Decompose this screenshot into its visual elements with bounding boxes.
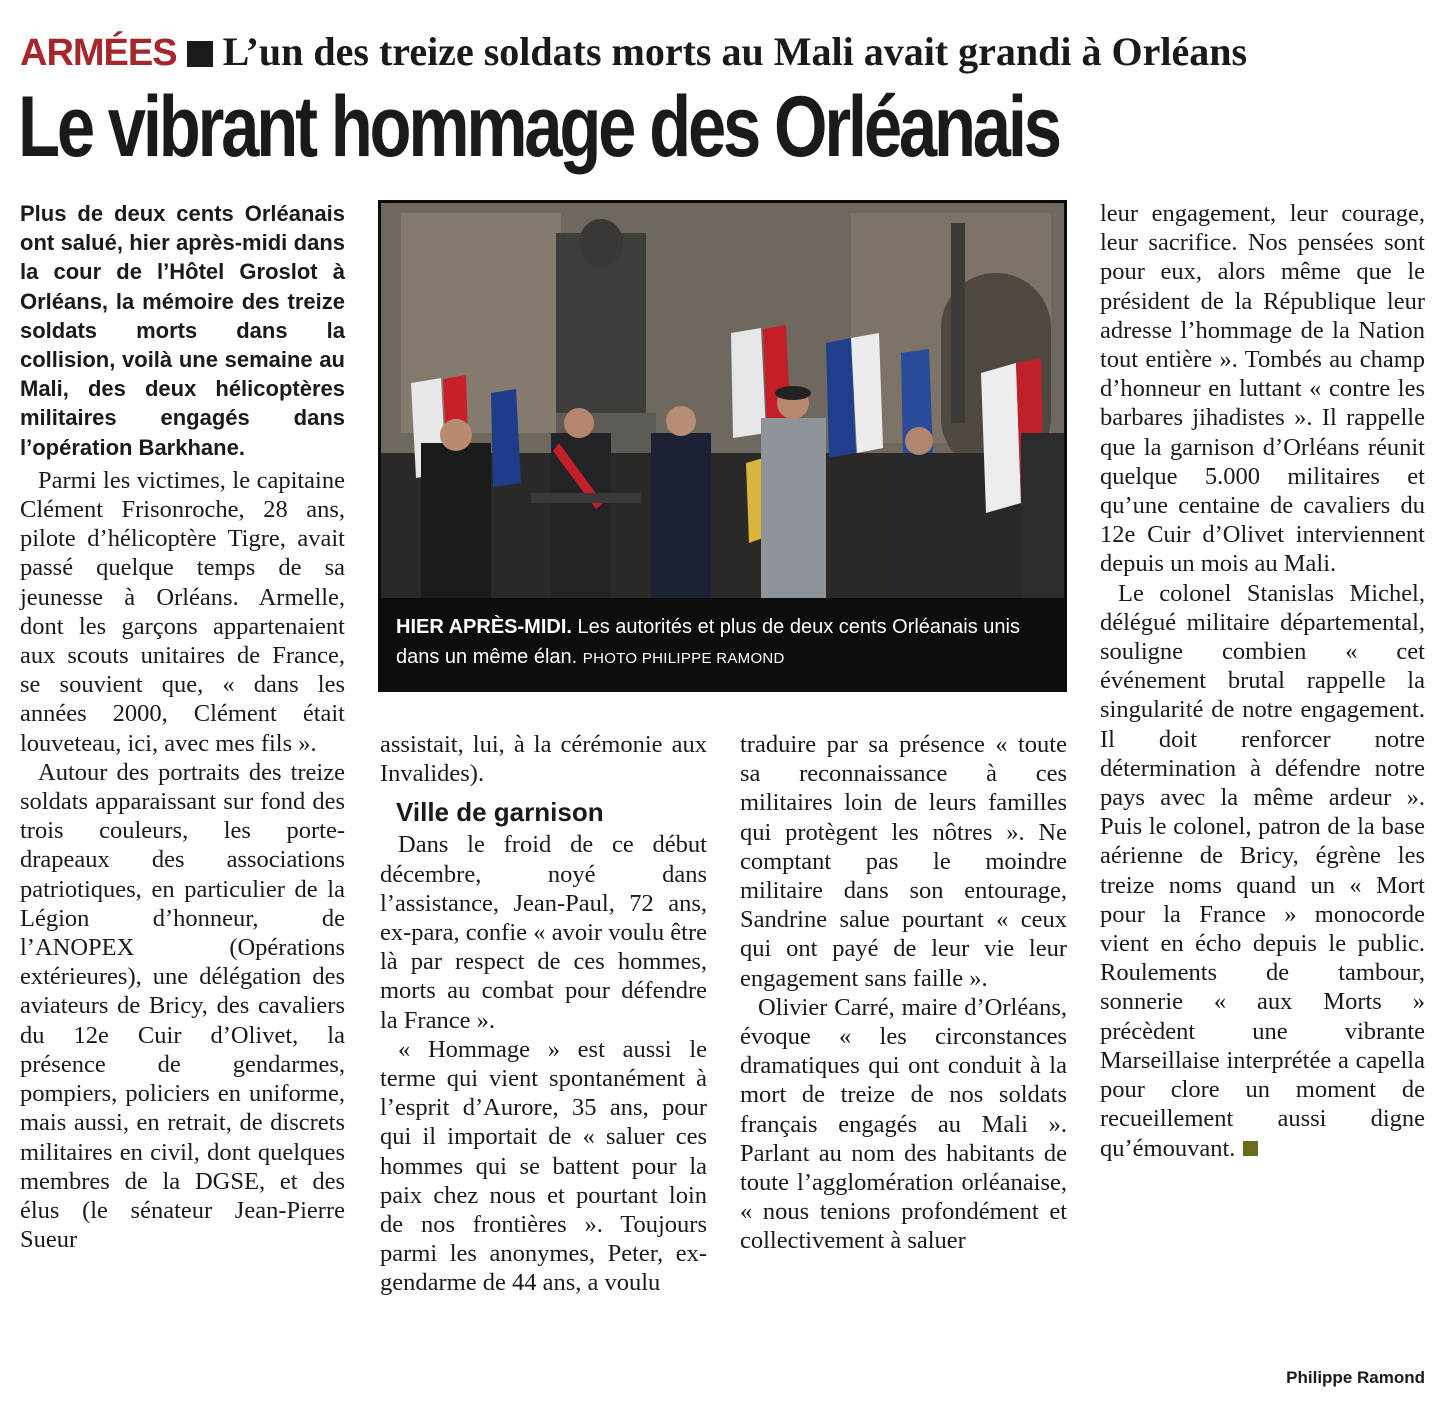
paragraph (1100, 579, 1425, 1163)
column-1 (20, 199, 345, 1254)
caption-lead: HIER APRÈS-MIDI. (396, 616, 572, 638)
byline: Philippe Ramond (1286, 1368, 1425, 1387)
separator-square-icon (187, 41, 213, 67)
paragraph-text: Le colonel Stanislas Michel, délégué militaire départemental, souligne combien « cet événement brutal rappelle la singularité de notre engagement. Il doit renforcer notre détermination à défendre notre pays avec la même ardeur ». Puis le colonel, patron de la base aérienne de Bricy, égrène les treize noms quand un « Mort pour la France » monocorde vient en écho depuis le public. Roulements de tambour, sonnerie « aux Morts » précèdent une vibrante Marseillaise interprétée a capella pour clore un moment de recueillement aussi digne qu’émouvant. (1100, 579, 1425, 1162)
photo (378, 200, 1067, 692)
chapo: Plus de deux cents Orléanais ont salué, hier après-midi dans la cour de l’Hôtel Groslot à Orléans, la mémoire des treize soldats morts dans la collision, voilà une semaine au Mali, des deux hélicoptères militaires engagés dans l’opération Barkhane. (20, 201, 345, 460)
ceremony-photo-image (381, 203, 1064, 598)
headline: Le vibrant hommage des Orléanais (18, 79, 1059, 175)
paragraph: Parmi les victimes, le capitaine Clément Frisonroche, 28 ans, pilote d’hélicoptère Tigre, avait passé quelque temps de sa jeunesse à Orléans. Armelle, dont les garçons appartenaient aux scouts unitaires de France, se souvient que, « dans les années 2000, Clément était louveteau, ici, avec mes fils ». (20, 466, 345, 757)
paragraph: Dans le froid de ce début décembre, noyé dans l’assistance, Jean-Paul, 72 ans, ex-para, confie « avoir voulu être là par respect de ces hommes, morts au combat pour défendre la France ». (380, 831, 707, 1034)
caption-text: Les autorités et plus de deux cents Orléanais unis dans un même élan. (396, 616, 1020, 668)
column-4 (1100, 199, 1425, 1163)
paragraph: Olivier Carré, maire d’Orléans, évoque « les circonstances dramatiques qui ont conduit à la mort de treize de nos soldats français engagés au Mali ». Parlant au nom des habitants de toute l’agglomération orléanaise, « nous tenions profondément et collectivement à saluer (740, 993, 1067, 1255)
paragraph: leur engagement, leur courage, leur sacrifice. Nos pensées sont pour eux, alors même que le président de la République leur adresse l’hommage de la Nation tout entière ». Tombés au champ d’honneur en luttant « contre les barbares jihadistes ». Il rappelle que la garnison d’Orléans réunit quelque 5.000 militaires et qu’une centaine de cavaliers du 12e Cuir d’Olivet interviennent depuis un mois au Mali. (1100, 200, 1425, 578)
paragraph: assistait, lui, à la cérémonie aux Invalides). (380, 731, 707, 788)
column-3 (740, 730, 1067, 1256)
end-mark-square-icon (1243, 1141, 1258, 1156)
paragraph: « Hommage » est aussi le terme qui vient spontanément à l’esprit d’Aurore, 35 ans, pour qui il importait de « saluer ces hommes qui se battent pour la paix chez nous et pourtant loin de nos frontières ». Toujours parmi les anonymes, Peter, ex-gendarme de 44 ans, a voulu (380, 1035, 707, 1297)
column-2 (380, 730, 707, 1298)
subheading: Ville de garnison (396, 797, 604, 828)
photo-credit: PHOTO PHILIPPE RAMOND (582, 650, 785, 667)
kicker (20, 30, 1425, 74)
rubric-label: ARMÉES (20, 32, 177, 74)
photo-caption (396, 612, 1046, 674)
paragraph: traduire par sa présence « toute sa reconnaissance à ces militaires loin de leurs familles qui protègent les nôtres ». Ne comptant pas le moindre militaire dans son entourage, Sandrine salue pourtant « ceux qui ont payé de leur vie leur engagement sans faille ». (740, 731, 1067, 992)
paragraph: Autour des portraits des treize soldats apparaissant sur fond des trois couleurs, les porte-drapeaux des associations patriotiques, en particulier de la Légion d’honneur, de l’ANOPEX (Opérations extérieures), une délégation des aviateurs de Bricy, des cavaliers du 12e Cuir d’Olivet, la présence de gendarmes, pompiers, policiers en uniforme, mais aussi, en retrait, de discrets militaires en civil, dont quelques membres de la DGSE, et des élus (le sénateur Jean-Pierre Sueur (20, 758, 345, 1254)
kicker-text: L’un des treize soldats morts au Mali avait grandi à Orléans (222, 29, 1248, 74)
